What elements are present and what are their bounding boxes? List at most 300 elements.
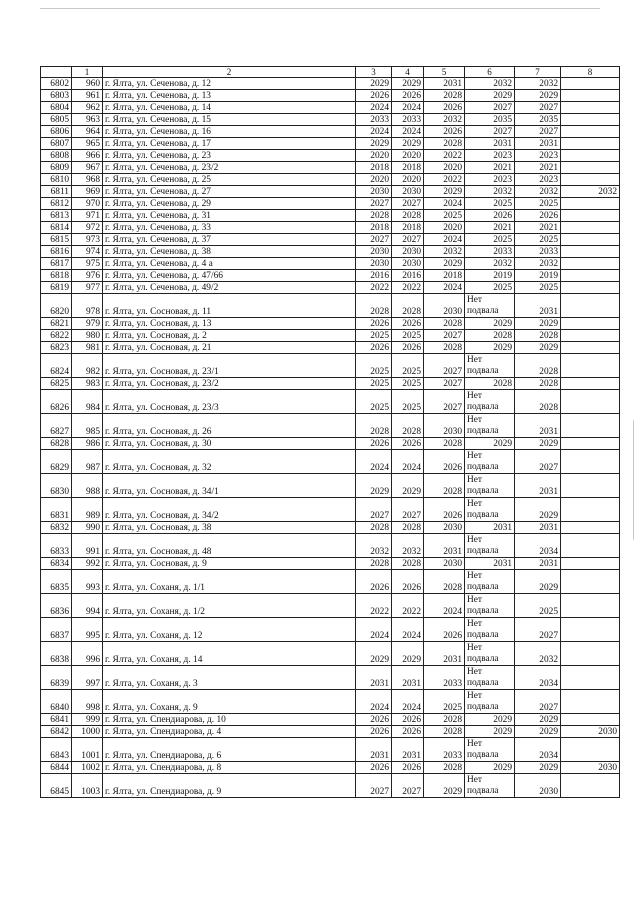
col7-value: 2032: [515, 642, 561, 666]
col4-value: 2031: [392, 738, 424, 762]
col5-value: 2030: [424, 414, 465, 438]
item-id: 966: [72, 150, 103, 162]
col6-value: Нет подвала: [465, 666, 515, 690]
col8-value: [561, 738, 620, 762]
col7-value: 2029: [515, 726, 561, 738]
row-number: 6818: [41, 270, 72, 282]
col3-value: 2026: [356, 318, 392, 330]
col8-value: [561, 258, 620, 270]
col7-value: 2031: [515, 558, 561, 570]
table-row: [41, 162, 620, 174]
col8-value: 2030: [561, 726, 620, 738]
col4-value: 2030: [392, 246, 424, 258]
address: г. Ялта, ул. Сосновая, д. 21: [103, 342, 356, 354]
address: г. Ялта, ул. Соханя, д. 3: [103, 666, 356, 690]
col3-value: 2022: [356, 594, 392, 618]
row-number: 6834: [41, 558, 72, 570]
row-number: 6820: [41, 294, 72, 318]
scan-artifact-right-edge: [633, 420, 634, 540]
col3-value: 2033: [356, 114, 392, 126]
address: г. Ялта, ул. Сосновая, д. 32: [103, 450, 356, 474]
col3-value: 2027: [356, 198, 392, 210]
col5-value: 2028: [424, 714, 465, 726]
col4-value: 2027: [392, 498, 424, 522]
col3-value: 2028: [356, 558, 392, 570]
col6-value: Нет подвала: [465, 474, 515, 498]
col6-value: 2023: [465, 174, 515, 186]
address: г. Ялта, ул. Соханя, д. 14: [103, 642, 356, 666]
item-id: 990: [72, 522, 103, 534]
col3-value: 2025: [356, 378, 392, 390]
item-id: 968: [72, 174, 103, 186]
table-row: [41, 690, 620, 714]
col7-value: 2029: [515, 498, 561, 522]
col5-value: 2018: [424, 270, 465, 282]
col6-value: 2029: [465, 318, 515, 330]
row-number: 6810: [41, 174, 72, 186]
col4-value: 2026: [392, 438, 424, 450]
col4-value: 2026: [392, 90, 424, 102]
table-row: [41, 666, 620, 690]
col7-value: 2028: [515, 378, 561, 390]
col5-value: 2027: [424, 330, 465, 342]
col6-value: 2028: [465, 378, 515, 390]
col8-value: [561, 102, 620, 114]
row-number: 6825: [41, 378, 72, 390]
table-row: [41, 222, 620, 234]
col3-value: 2026: [356, 726, 392, 738]
col8-value: [561, 270, 620, 282]
address: г. Ялта, ул. Сосновая, д. 34/1: [103, 474, 356, 498]
table-row: [41, 78, 620, 90]
col7-value: 2030: [515, 774, 561, 798]
col7-value: 2025: [515, 234, 561, 246]
col7-value: 2029: [515, 570, 561, 594]
col6-value: 2031: [465, 522, 515, 534]
col5-value: 2026: [424, 498, 465, 522]
col8-value: 2032: [561, 186, 620, 198]
address: г. Ялта, ул. Спендиарова, д. 10: [103, 714, 356, 726]
table-row: [41, 174, 620, 186]
item-id: 965: [72, 138, 103, 150]
address: г. Ялта, ул. Соханя, д. 9: [103, 690, 356, 714]
col5-value: 2028: [424, 138, 465, 150]
table-row: [41, 234, 620, 246]
item-id: 962: [72, 102, 103, 114]
address: г. Ялта, ул. Сосновая, д. 9: [103, 558, 356, 570]
address: г. Ялта, ул. Соханя, д. 1/2: [103, 594, 356, 618]
table-row: [41, 318, 620, 330]
item-id: 989: [72, 498, 103, 522]
col8-value: [561, 342, 620, 354]
row-number: 6842: [41, 726, 72, 738]
col5-value: 2030: [424, 522, 465, 534]
col5-value: 2022: [424, 150, 465, 162]
col8-value: [561, 390, 620, 414]
col7-value: 2027: [515, 450, 561, 474]
col6-value: Нет подвала: [465, 738, 515, 762]
col7-value: 2029: [515, 762, 561, 774]
col6-value: 2032: [465, 258, 515, 270]
table-row: [41, 294, 620, 318]
col5-value: 2028: [424, 318, 465, 330]
row-number: 6812: [41, 198, 72, 210]
col8-value: [561, 246, 620, 258]
item-id: 970: [72, 198, 103, 210]
col8-value: [561, 690, 620, 714]
col7-value: 2027: [515, 102, 561, 114]
col8-value: [561, 78, 620, 90]
col5-value: 2033: [424, 666, 465, 690]
row-number: 6828: [41, 438, 72, 450]
row-number: 6826: [41, 390, 72, 414]
col7-value: 2031: [515, 294, 561, 318]
col6-value: 2026: [465, 210, 515, 222]
col5-value: 2028: [424, 474, 465, 498]
address: г. Ялта, ул. Сеченова, д. 16: [103, 126, 356, 138]
col3-value: 2020: [356, 150, 392, 162]
col3-value: 2029: [356, 474, 392, 498]
col6-value: Нет подвала: [465, 390, 515, 414]
col4-value: 2026: [392, 726, 424, 738]
col8-value: [561, 210, 620, 222]
col7-value: 2021: [515, 222, 561, 234]
table-row: [41, 210, 620, 222]
col4-value: 2028: [392, 522, 424, 534]
address: г. Ялта, ул. Сеченова, д. 33: [103, 222, 356, 234]
col6-value: 2028: [465, 330, 515, 342]
row-number: 6839: [41, 666, 72, 690]
table-row: [41, 342, 620, 354]
col8-value: [561, 618, 620, 642]
col3-value: 2028: [356, 522, 392, 534]
col5-value: 2024: [424, 234, 465, 246]
col7-value: 2033: [515, 246, 561, 258]
row-number: 6840: [41, 690, 72, 714]
col8-value: [561, 282, 620, 294]
row-number: 6806: [41, 126, 72, 138]
row-number: 6829: [41, 450, 72, 474]
col8-value: [561, 534, 620, 558]
table-row: [41, 714, 620, 726]
col4-value: 2028: [392, 414, 424, 438]
col3-value: 2025: [356, 330, 392, 342]
col3-value: 2022: [356, 282, 392, 294]
col4-value: 2026: [392, 318, 424, 330]
address: г. Ялта, ул. Сеченова, д. 13: [103, 90, 356, 102]
col5-value: 2028: [424, 90, 465, 102]
col8-value: [561, 570, 620, 594]
col5-value: 2032: [424, 246, 465, 258]
col6-value: 2031: [465, 138, 515, 150]
row-number: 6838: [41, 642, 72, 666]
table-row: [41, 90, 620, 102]
col7-value: 2028: [515, 330, 561, 342]
col4-value: 2030: [392, 186, 424, 198]
col4-value: 2029: [392, 138, 424, 150]
col8-value: [561, 642, 620, 666]
item-id: 996: [72, 642, 103, 666]
col6-value: 2035: [465, 114, 515, 126]
col5-value: 2029: [424, 186, 465, 198]
col3-value: 2029: [356, 642, 392, 666]
col6-value: Нет подвала: [465, 618, 515, 642]
col3-value: 2026: [356, 570, 392, 594]
table-row: [41, 522, 620, 534]
col6-value: Нет подвала: [465, 294, 515, 318]
table-row: [41, 378, 620, 390]
col5-value: 2022: [424, 174, 465, 186]
col5-value: 2024: [424, 282, 465, 294]
col5-value: 2026: [424, 126, 465, 138]
col3-value: 2025: [356, 354, 392, 378]
item-id: 1002: [72, 762, 103, 774]
col3-value: 2028: [356, 294, 392, 318]
col8-value: [561, 90, 620, 102]
col8-value: [561, 666, 620, 690]
row-number: 6827: [41, 414, 72, 438]
item-id: 978: [72, 294, 103, 318]
col7-value: 2028: [515, 390, 561, 414]
address: г. Ялта, ул. Соханя, д. 12: [103, 618, 356, 642]
col6-value: 2033: [465, 246, 515, 258]
col3-value: 2030: [356, 186, 392, 198]
col7-value: 2029: [515, 714, 561, 726]
col3-value: 2030: [356, 258, 392, 270]
col4-value: 2033: [392, 114, 424, 126]
address: г. Ялта, ул. Спендиарова, д. 6: [103, 738, 356, 762]
table-row: [41, 642, 620, 666]
col7-value: 2028: [515, 354, 561, 378]
col4-value: 2026: [392, 714, 424, 726]
col3-value: 2028: [356, 414, 392, 438]
col6-value: Нет подвала: [465, 642, 515, 666]
col3-value: 2030: [356, 246, 392, 258]
header-cell-7: 7: [515, 67, 561, 78]
col7-value: 2029: [515, 342, 561, 354]
col8-value: [561, 330, 620, 342]
col6-value: Нет подвала: [465, 498, 515, 522]
table-row: [41, 282, 620, 294]
col4-value: 2018: [392, 162, 424, 174]
address: г. Ялта, ул. Сосновая, д. 2: [103, 330, 356, 342]
col7-value: 2027: [515, 618, 561, 642]
address: г. Ялта, ул. Сосновая, д. 23/3: [103, 390, 356, 414]
header-cell-4: 4: [392, 67, 424, 78]
col5-value: 2028: [424, 570, 465, 594]
col6-value: Нет подвала: [465, 690, 515, 714]
header-cell-8: 8: [561, 67, 620, 78]
item-id: 976: [72, 270, 103, 282]
col7-value: 2034: [515, 738, 561, 762]
item-id: 986: [72, 438, 103, 450]
col4-value: 2020: [392, 150, 424, 162]
row-number: 6832: [41, 522, 72, 534]
table-row: [41, 270, 620, 282]
col7-value: 2032: [515, 78, 561, 90]
col7-value: 2019: [515, 270, 561, 282]
row-number: 6808: [41, 150, 72, 162]
item-id: 982: [72, 354, 103, 378]
col7-value: 2034: [515, 534, 561, 558]
col6-value: 2029: [465, 342, 515, 354]
header-cell-5: 5: [424, 67, 465, 78]
address: г. Ялта, ул. Сосновая, д. 38: [103, 522, 356, 534]
item-id: 960: [72, 78, 103, 90]
col6-value: Нет подвала: [465, 570, 515, 594]
item-id: 975: [72, 258, 103, 270]
address: г. Ялта, ул. Сосновая, д. 30: [103, 438, 356, 450]
address: г. Ялта, ул. Сосновая, д. 34/2: [103, 498, 356, 522]
col3-value: 2025: [356, 390, 392, 414]
row-number: 6807: [41, 138, 72, 150]
row-number: 6819: [41, 282, 72, 294]
col6-value: 2029: [465, 762, 515, 774]
col6-value: Нет подвала: [465, 414, 515, 438]
table-row: [41, 258, 620, 270]
col3-value: 2029: [356, 138, 392, 150]
col3-value: 2024: [356, 450, 392, 474]
item-id: 963: [72, 114, 103, 126]
col4-value: 2024: [392, 690, 424, 714]
col5-value: 2026: [424, 618, 465, 642]
col3-value: 2032: [356, 534, 392, 558]
row-number: 6824: [41, 354, 72, 378]
table-row: [41, 762, 620, 774]
col5-value: 2027: [424, 390, 465, 414]
table-row: [41, 390, 620, 414]
table-row: [41, 246, 620, 258]
col6-value: Нет подвала: [465, 594, 515, 618]
col5-value: 2028: [424, 726, 465, 738]
col4-value: 2029: [392, 474, 424, 498]
col7-value: 2025: [515, 282, 561, 294]
col6-value: 2023: [465, 150, 515, 162]
col8-value: [561, 594, 620, 618]
item-id: 977: [72, 282, 103, 294]
col4-value: 2031: [392, 666, 424, 690]
col6-value: 2021: [465, 162, 515, 174]
col7-value: 2025: [515, 198, 561, 210]
item-id: 994: [72, 594, 103, 618]
table-row: [41, 558, 620, 570]
col6-value: Нет подвала: [465, 354, 515, 378]
col5-value: 2031: [424, 642, 465, 666]
address: г. Ялта, ул. Спендиарова, д. 9: [103, 774, 356, 798]
row-number: 6837: [41, 618, 72, 642]
col8-value: [561, 318, 620, 330]
col3-value: 2024: [356, 102, 392, 114]
col4-value: 2022: [392, 282, 424, 294]
row-number: 6836: [41, 594, 72, 618]
col8-value: [561, 174, 620, 186]
col4-value: 2018: [392, 222, 424, 234]
col7-value: 2031: [515, 414, 561, 438]
address: г. Ялта, ул. Спендиарова, д. 4: [103, 726, 356, 738]
row-number: 6803: [41, 90, 72, 102]
col6-value: 2029: [465, 438, 515, 450]
col7-value: 2031: [515, 474, 561, 498]
row-number: 6822: [41, 330, 72, 342]
row-number: 6809: [41, 162, 72, 174]
col7-value: 2031: [515, 522, 561, 534]
table-row: [41, 414, 620, 438]
col4-value: 2028: [392, 210, 424, 222]
row-number: 6805: [41, 114, 72, 126]
col5-value: 2029: [424, 774, 465, 798]
col8-value: [561, 450, 620, 474]
col4-value: 2024: [392, 126, 424, 138]
address: г. Ялта, ул. Сеченова, д. 49/2: [103, 282, 356, 294]
item-id: 998: [72, 690, 103, 714]
item-id: 997: [72, 666, 103, 690]
address: г. Ялта, ул. Сеченова, д. 23/2: [103, 162, 356, 174]
col6-value: Нет подвала: [465, 534, 515, 558]
col5-value: 2020: [424, 162, 465, 174]
address: г. Ялта, ул. Сеченова, д. 15: [103, 114, 356, 126]
col4-value: 2022: [392, 594, 424, 618]
header-cell-2: 2: [103, 67, 356, 78]
item-id: 979: [72, 318, 103, 330]
item-id: 993: [72, 570, 103, 594]
item-id: 980: [72, 330, 103, 342]
col7-value: 2029: [515, 438, 561, 450]
col7-value: 2029: [515, 90, 561, 102]
col8-value: [561, 558, 620, 570]
row-number: 6831: [41, 498, 72, 522]
col6-value: 2031: [465, 558, 515, 570]
row-number: 6813: [41, 210, 72, 222]
row-number: 6802: [41, 78, 72, 90]
col5-value: 2029: [424, 258, 465, 270]
row-number: 6817: [41, 258, 72, 270]
col7-value: 2029: [515, 318, 561, 330]
col6-value: 2029: [465, 90, 515, 102]
col6-value: 2032: [465, 78, 515, 90]
col3-value: 2026: [356, 762, 392, 774]
col8-value: [561, 114, 620, 126]
col7-value: 2034: [515, 666, 561, 690]
row-number: 6843: [41, 738, 72, 762]
row-number: 6844: [41, 762, 72, 774]
table-row: [41, 438, 620, 450]
col5-value: 2030: [424, 558, 465, 570]
col3-value: 2024: [356, 690, 392, 714]
row-number: 6830: [41, 474, 72, 498]
table-row: [41, 450, 620, 474]
row-number: 6833: [41, 534, 72, 558]
col4-value: 2024: [392, 102, 424, 114]
address: г. Ялта, ул. Сеченова, д. 25: [103, 174, 356, 186]
col7-value: 2026: [515, 210, 561, 222]
header-cell-6: 6: [465, 67, 515, 78]
row-number: 6845: [41, 774, 72, 798]
col5-value: 2026: [424, 450, 465, 474]
col4-value: 2032: [392, 534, 424, 558]
table-row: [41, 618, 620, 642]
item-id: 974: [72, 246, 103, 258]
col3-value: 2024: [356, 126, 392, 138]
col8-value: [561, 498, 620, 522]
register-table: [40, 66, 620, 798]
col5-value: 2028: [424, 342, 465, 354]
address: г. Ялта, ул. Сеченова, д. 37: [103, 234, 356, 246]
address: г. Ялта, ул. Сеченова, д. 38: [103, 246, 356, 258]
col5-value: 2033: [424, 738, 465, 762]
col4-value: 2026: [392, 570, 424, 594]
col3-value: 2031: [356, 666, 392, 690]
item-id: 984: [72, 390, 103, 414]
